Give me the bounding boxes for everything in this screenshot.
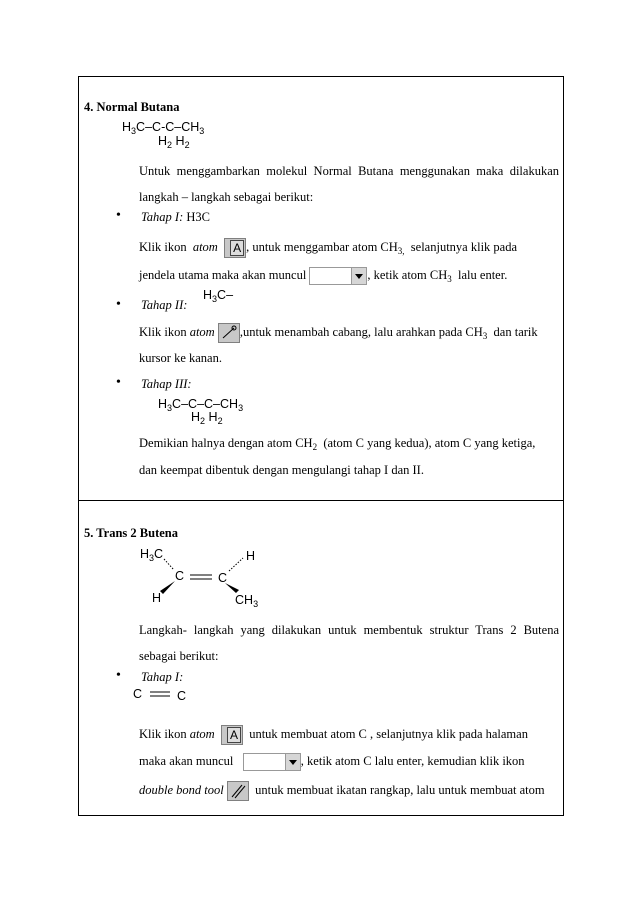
section4-step1-line2: jendela utama maka akan muncul , ketik atom $CH_3$ lalu enter. bbox=[139, 267, 508, 284]
section5-step1: Tahap I: bbox=[141, 670, 184, 684]
bullet-icon: • bbox=[116, 208, 121, 223]
section5-line2: maka akan muncul , ketik atom C lalu enter, kemudian klik ikon bbox=[139, 753, 525, 771]
cc-double-bond-c2: C bbox=[177, 689, 187, 703]
section4-intro-line2: langkah – langkah sebagai berikut: bbox=[139, 190, 314, 204]
section5-heading: 5. Trans 2 Butena bbox=[84, 526, 179, 540]
butane-structure-2: $H_3C-C-C-CH_3$ bbox=[158, 397, 244, 413]
section5-line1: Klik ikon atom A untuk membuat atom C , selanjutnya klik pada halaman bbox=[139, 725, 528, 745]
chevron-down-icon bbox=[355, 274, 363, 279]
section4-step2-line1: Klik ikon atom ,untuk menambah cabang, lalu arahkan pada $CH_3$ dan tarik bbox=[139, 323, 538, 343]
atom-tool-icon[interactable] bbox=[221, 725, 243, 745]
section4-step1-line1: Klik ikon atom A , untuk menggambar atom $CH_{3,}$ selanjutnya klik pada bbox=[139, 238, 517, 258]
section5-line3: double bond tool untuk membuat ikatan rangkap, lalu untuk membuat atom bbox=[139, 781, 545, 801]
section4-intro-line1: Untuk menggambarkan molekul Normal Butana menggunakan maka dilakukan bbox=[139, 164, 559, 178]
butane-structure-1: $H_3C-C-C-CH_3$ bbox=[122, 120, 205, 136]
section4-closing1: Demikian halnya dengan atom $CH_2$ (atom C yang kedua), atom C yang ketiga, bbox=[139, 436, 536, 452]
chevron-down-icon bbox=[289, 760, 297, 765]
section4-step3: Tahap III: bbox=[141, 377, 192, 391]
double-bond-tool-icon[interactable] bbox=[227, 781, 249, 801]
dropdown-field[interactable] bbox=[243, 753, 301, 771]
section4-closing2: dan keempat dibentuk dengan mengulangi tahap I dan II. bbox=[139, 463, 424, 477]
section4-heading: 4. Normal Butana bbox=[84, 100, 180, 114]
section5-intro-line2: sebagai berikut: bbox=[139, 649, 219, 663]
bullet-icon: • bbox=[116, 668, 121, 683]
butane-structure-2-h2: $H_2$ $H_2$ bbox=[191, 410, 223, 426]
section4-step2-line2: kursor ke kanan. bbox=[139, 351, 222, 365]
section4-step2: Tahap II: bbox=[141, 298, 188, 312]
butane-structure-1-h2: $H_2$ $H_2$ bbox=[158, 134, 190, 150]
section5-intro-line1: Langkah- langkah yang dilakukan untuk membentuk struktur Trans 2 Butena bbox=[139, 623, 559, 637]
methyl-structure: $H_3C-$ bbox=[203, 288, 234, 304]
bullet-icon: • bbox=[116, 297, 121, 312]
cc-double-bond-structure: C bbox=[133, 687, 143, 701]
bullet-icon: • bbox=[116, 375, 121, 390]
section4-step1: Tahap I: H3C bbox=[141, 210, 211, 224]
